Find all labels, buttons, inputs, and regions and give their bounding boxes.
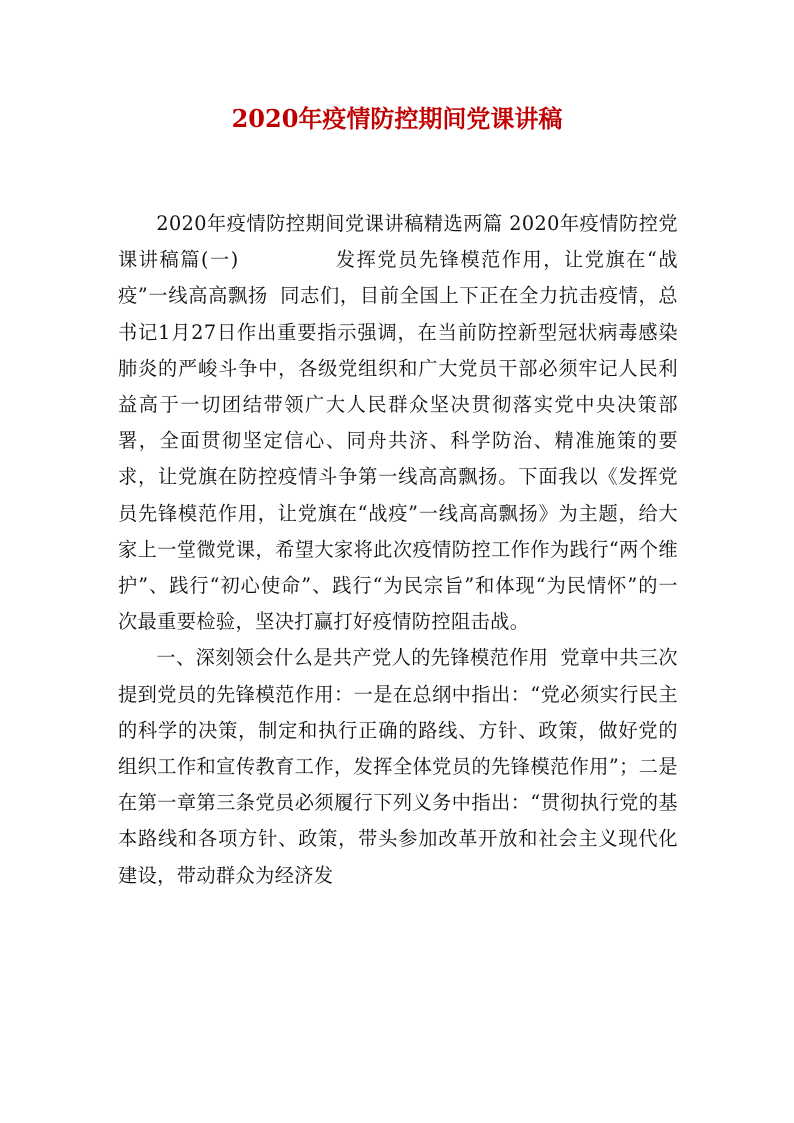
paragraph-2	[118, 640, 678, 893]
paragraph-1	[118, 206, 678, 640]
paragraph-1-body: 同志们，目前全国上下正在全力抗击疫情，总书记1月27日作出重要指示强调，在当前防控新型冠状病毒感染肺炎的严峻斗争中，各级党组织和广大党员干部必须牢记人民利益高于一切团结带领广大人民群众坚决贯彻落实党中央决策部署，全面贯彻坚定信心、同舟共济、科学防治、精准施策的要求，让党旗在防控疫情斗争第一线高高飘扬。下面我以《发挥党员先锋模范作用，让党旗在“战疫”一线高高飘扬》为主题，给大家上一堂微党课，希望大家将此次疫情防控工作作为践行“两个维护”、践行“初心使命”、践行“为民宗旨”和体现“为民情怀”的一次最重要检验，坚决打赢打好疫情防控阻击战。	[118, 284, 678, 634]
document-body	[118, 206, 678, 894]
paragraph-1-intro: 2020年疫情防控期间党课讲稿精选两篇 2020年疫情防控党课讲稿篇(一)	[118, 212, 678, 272]
paragraph-1-heading: 发挥党员先锋模范作用，让党旗在“战疫”一线高高飘扬	[118, 248, 678, 308]
paragraph-2-body: 党章中共三次提到党员的先锋模范作用：一是在总纲中指出：“党必须实行民主的科学的决策，制定和执行正确的路线、方针、政策，做好党的组织工作和宣传教育工作，发挥全体党员的先锋模范作用”；二是在第一章第三条党员必须履行下列义务中指出：“贯彻执行党的基本路线和各项方针、政策，带头参加改革开放和社会主义现代化建设，带动群众为经济发	[118, 646, 679, 887]
paragraph-2-heading: 一、深刻领会什么是共产党人的先锋模范作用	[156, 646, 549, 670]
document-title: 2020年疫情防控期间党课讲稿	[231, 104, 563, 133]
